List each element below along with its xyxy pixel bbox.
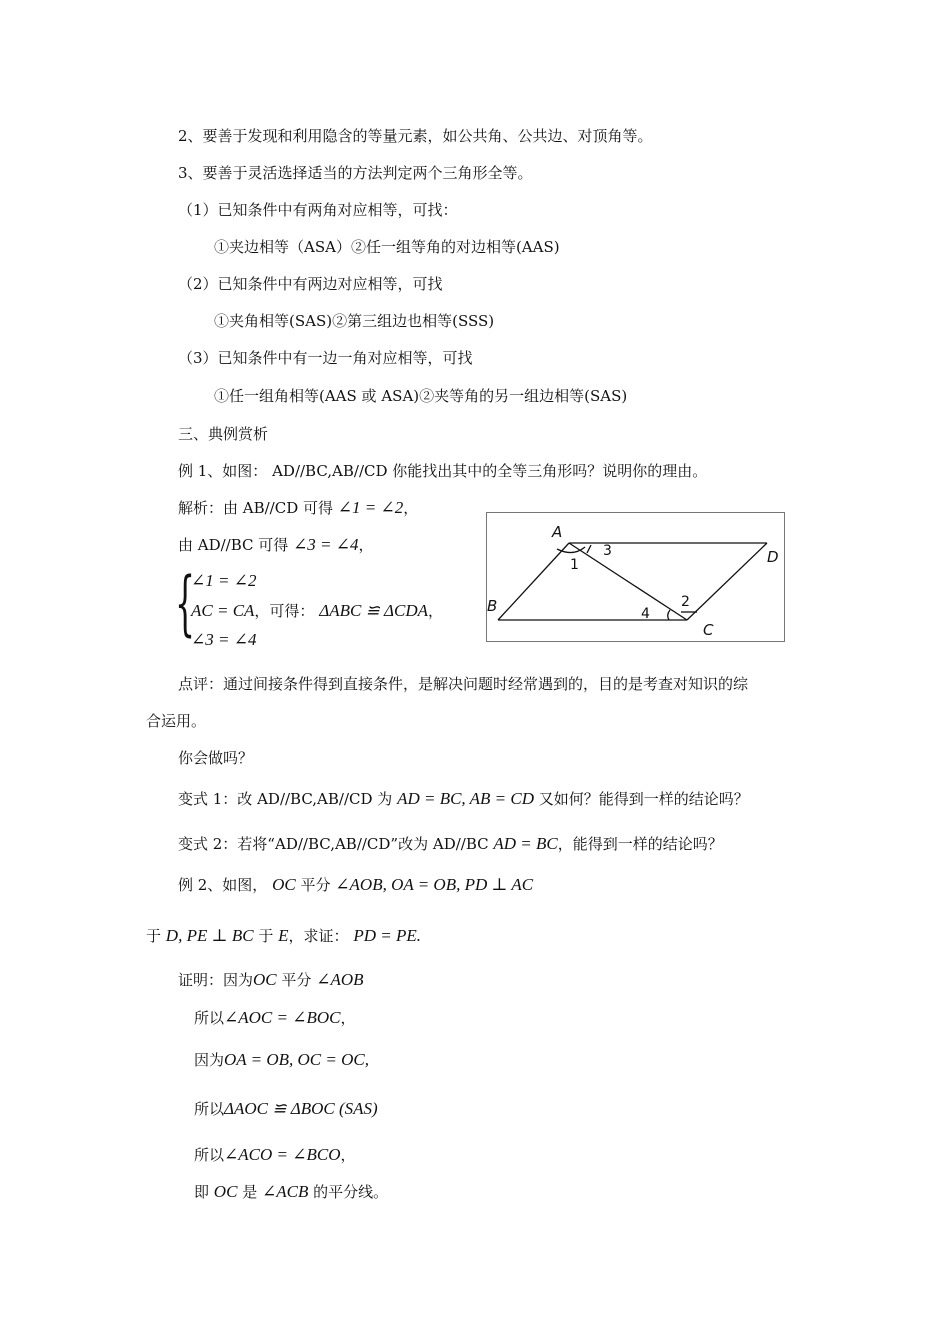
- math: AD = BC, AB = CD: [397, 789, 534, 808]
- math: PD = PE.: [353, 926, 421, 945]
- math: AD = BC: [493, 834, 558, 853]
- text-line: ①夹边相等（ASA）②任一组等角的对边相等(AAS): [214, 238, 560, 256]
- label-c: C: [703, 621, 714, 639]
- text-line: 点评：通过间接条件得到直接条件，是解决问题时经常遇到的，目的是考查对知识的综: [178, 675, 749, 693]
- math: D, PE ⊥ BC: [165, 926, 254, 945]
- text: 于: [258, 927, 274, 945]
- brace: {: [175, 562, 196, 644]
- math: E: [278, 926, 289, 945]
- text-line: ①夹角相等(SAS)②第三组边也相等(SSS): [214, 312, 495, 330]
- text: 是: [242, 1183, 258, 1201]
- text-line: 合运用。: [146, 712, 207, 730]
- text-line: 例 1、如图： AD//BC,AB//CD 你能找出其中的全等三角形吗？说明你的理由。: [178, 462, 708, 480]
- text-line: （3）已知条件中有一边一角对应相等，可找: [178, 349, 473, 367]
- text: 即: [194, 1183, 210, 1201]
- text-line: [191, 601, 443, 621]
- text-line: ①任一组角相等(AAS 或 ASA)②夹等角的另一组边相等(SAS): [214, 387, 628, 405]
- math: ΔAOC ≌ ΔBOC (SAS): [224, 1099, 378, 1118]
- text-line: [146, 926, 421, 946]
- text-line: [178, 970, 364, 990]
- label-1: 1: [570, 557, 579, 573]
- text-line: [194, 1008, 356, 1028]
- math: AC = CA: [191, 601, 255, 620]
- text-line: [194, 1145, 356, 1165]
- text: ，可得：: [254, 602, 315, 620]
- parallelogram-figure: [486, 512, 785, 642]
- label-3: 3: [603, 543, 612, 559]
- text: 例 2、如图，: [178, 876, 268, 894]
- text: 由 AD//BC 可得: [178, 536, 289, 554]
- text: 的平分线。: [313, 1183, 389, 1201]
- label-b: B: [487, 597, 498, 615]
- math: OC: [272, 875, 296, 894]
- math: ΔABC ≌ ΔCDA: [319, 601, 429, 620]
- text-line: [194, 1182, 388, 1202]
- label-d: D: [767, 548, 779, 566]
- text: ，: [403, 499, 419, 517]
- text-line: （1）已知条件中有两角对应相等，可找：: [178, 201, 458, 219]
- math: ∠ACO = ∠BCO: [224, 1145, 341, 1164]
- text-line: （2）已知条件中有两边对应相等，可找: [178, 275, 443, 293]
- text: 所以: [194, 1009, 225, 1027]
- math: ∠AOC = ∠BOC: [224, 1008, 341, 1027]
- text: 平分: [281, 971, 312, 989]
- text-line: [178, 875, 533, 895]
- text: 变式 1：改 AD//BC,AB//CD 为: [178, 790, 393, 808]
- text: ，: [340, 1009, 356, 1027]
- text-line: 3、要善于灵活选择适当的方法判定两个三角形全等。: [178, 164, 533, 182]
- text: 所以: [194, 1100, 225, 1118]
- math: ∠3 = ∠4: [191, 630, 257, 649]
- text-line: [178, 535, 374, 555]
- text-line: [178, 834, 723, 854]
- label-4: 4: [641, 606, 650, 622]
- math: OA = OB, OC = OC,: [224, 1050, 369, 1069]
- text: ，: [428, 602, 444, 620]
- text: ，: [340, 1146, 356, 1164]
- math: ∠AOB, OA = OB, PD ⊥ AC: [335, 875, 534, 894]
- text: 于: [146, 927, 162, 945]
- text: 所以: [194, 1146, 225, 1164]
- text-line: [178, 498, 418, 518]
- label-2: 2: [681, 594, 690, 610]
- text: 因为: [194, 1051, 225, 1069]
- math: ∠ACB: [262, 1182, 309, 1201]
- text: 证明：因为: [178, 971, 254, 989]
- text: ，能得到一样的结论吗？: [557, 835, 723, 853]
- text-line: [194, 1050, 369, 1070]
- math: OC: [253, 970, 277, 989]
- label-a: A: [552, 523, 563, 541]
- text: 变式 2：若将“AD//BC,AB//CD”改为 AD//BC: [178, 835, 489, 853]
- math: ∠AOB: [316, 970, 364, 989]
- math: OC: [213, 1182, 238, 1201]
- math: ∠1 = ∠2: [191, 571, 257, 590]
- text-line: [178, 789, 749, 809]
- text: 又如何？能得到一样的结论吗？: [538, 790, 749, 808]
- text: 解析：由 AB//CD 可得: [178, 499, 334, 517]
- math: ∠1 = ∠2: [337, 498, 404, 517]
- text-line: [194, 1099, 378, 1119]
- text-line: 2、要善于发现和利用隐含的等量元素，如公共角、公共边、对顶角等。: [178, 127, 653, 145]
- text-line: 你会做吗？: [178, 749, 254, 767]
- text: ，求证：: [288, 927, 349, 945]
- text: ，: [358, 536, 374, 554]
- math: ∠3 = ∠4: [293, 535, 359, 554]
- text: 平分: [300, 876, 331, 894]
- section-heading: 三、典例赏析: [178, 425, 269, 443]
